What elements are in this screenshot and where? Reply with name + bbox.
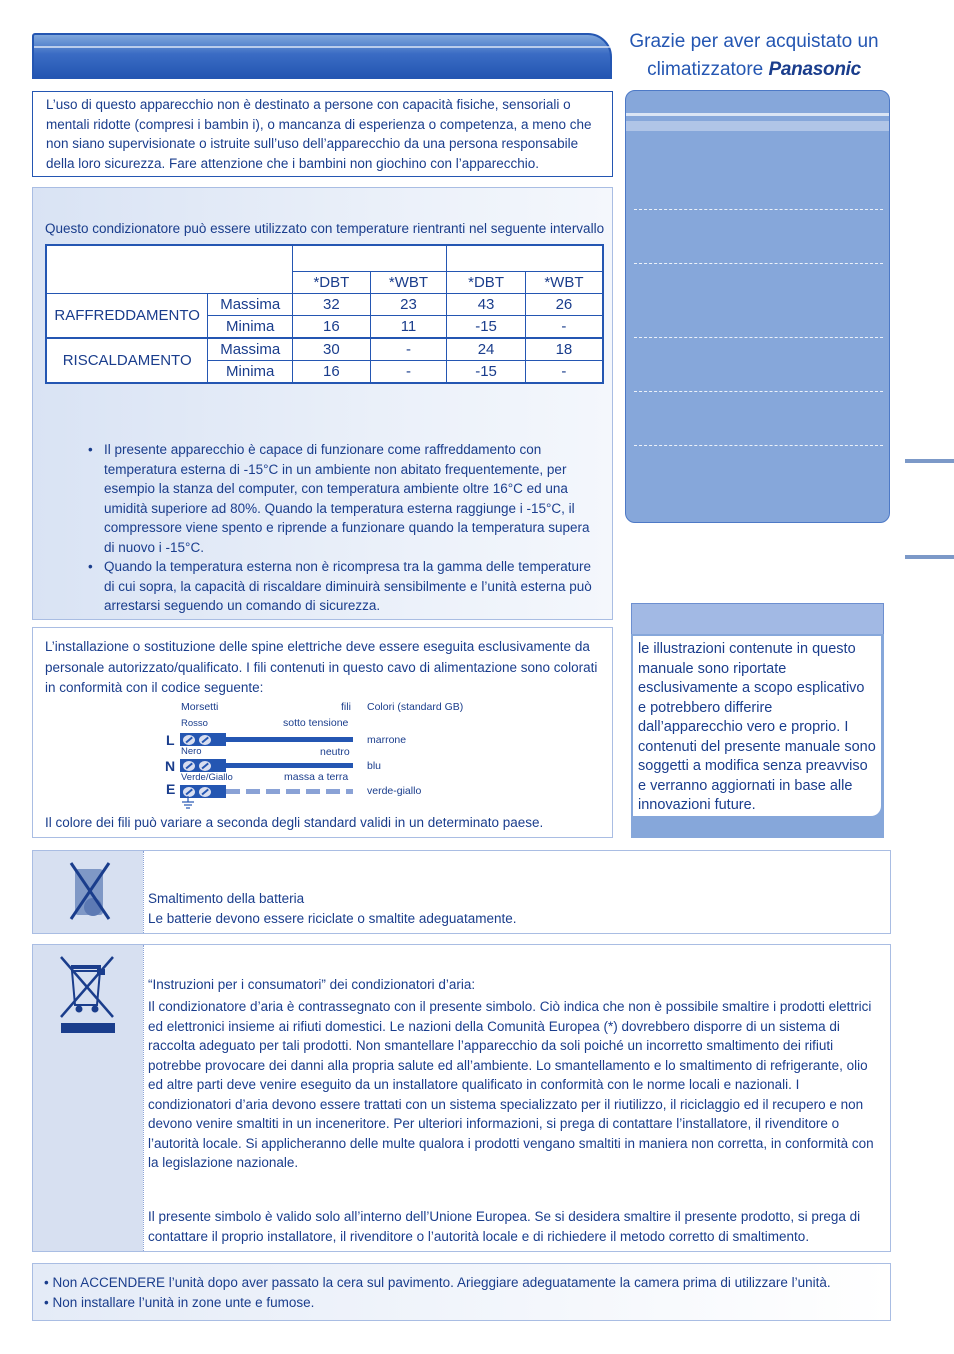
divider [634, 263, 883, 264]
thanks-heading: Grazie per aver acquistato un climatizzatore Panasonic [629, 31, 879, 80]
table-corner-cell [46, 245, 293, 293]
limit-cell: Massima [208, 293, 293, 315]
value-cell: - [525, 360, 603, 383]
floor-warning-box [32, 1263, 891, 1321]
wire-tag: Nero [181, 746, 202, 757]
colors-label: Colori (standard GB) [367, 701, 464, 713]
list-item: • Quando la temperatura esterna non è ricompresa tra la gamma delle temperature di cui sopra, la capacità di riscaldare diminuirà sensibilmente e l’unità esterna può arrestarsi seguendo un comando di sicurezza. [88, 559, 592, 613]
note-heading-bar [631, 603, 884, 635]
divider [143, 851, 144, 933]
value-cell: 11 [370, 315, 447, 338]
value-cell: 32 [293, 293, 371, 315]
wiring-intro: L’installazione o sostituzione delle spine elettriche deve essere eseguita esclusivamente da personale autorizzato/qualificato. I fili contenuti in questo cavo di alimentazione sono colorati in conformità con il codice seguente: [45, 639, 598, 695]
value-cell: 23 [370, 293, 447, 315]
divider [634, 337, 883, 338]
weee-title: “Instruzioni per i consumatori” dei condizionatori d’aria: [148, 977, 476, 992]
value-cell: - [370, 338, 447, 361]
section-header-bar [32, 33, 612, 79]
earth-wire [226, 789, 353, 794]
value-cell: -15 [447, 360, 526, 383]
range-intro: Questo condizionatore può essere utilizzato con temperature rientranti nel seguente intervallo [45, 221, 605, 236]
column-header: *DBT [447, 271, 526, 293]
column-header: *DBT [293, 271, 371, 293]
panel-stripe [626, 113, 889, 116]
terminal-letter-l: L [166, 732, 175, 748]
indoor-header-cell [293, 245, 447, 271]
value-cell: 30 [293, 338, 371, 361]
divider [634, 445, 883, 446]
battery-disposal-box [32, 850, 891, 934]
page-tab-mark [905, 555, 954, 559]
terminal-screw-icon [180, 733, 226, 746]
neutral-wire [226, 763, 353, 768]
note-text: le illustrazioni contenute in questo manuale sono riportate esclusivamente a scopo esplicativo e potrebbero differire dall’apparecchio vero e proprio. I contenuti del presente manuale sono soggetti a modifica senza preavviso e verranno aggiornati in base alle innovazioni future. [638, 641, 876, 813]
terminal-letter-n: N [165, 758, 176, 774]
value-cell: 24 [447, 338, 526, 361]
range-notes [88, 440, 596, 616]
table-row [46, 338, 603, 361]
value-cell: 43 [447, 293, 526, 315]
wire-label: neutro [320, 746, 350, 758]
wire-color: blu [367, 760, 382, 772]
brand-logo: Panasonic [768, 59, 861, 80]
table-row [46, 293, 603, 315]
ground-icon [180, 796, 196, 810]
wire-color: verde-giallo [367, 785, 422, 797]
crossed-wheelie-bin-icon [57, 953, 119, 1035]
weee-eu-note: Il presente simbolo è valido solo all’interno dell’Unione Europea. Se si desidera smaltire il presente prodotto, si prega di contattare il proprio installatore, il rivenditore o l’autorità locale e di richiedere il metodo corretto di smaltimento. [148, 1209, 861, 1244]
temperature-range-table [45, 244, 604, 384]
outdoor-header-cell [447, 245, 603, 271]
mode-cell-heating: RISCALDAMENTO [46, 338, 208, 383]
contents-panel [625, 90, 890, 523]
divider [634, 209, 883, 210]
panel-stripe [626, 121, 889, 131]
list-item: • Non installare l’unità in zone unte e fumose. [44, 1295, 315, 1310]
crossed-battery-bin-icon [69, 859, 111, 923]
value-cell: - [525, 315, 603, 338]
value-cell: -15 [447, 315, 526, 338]
mode-cell-cooling: RAFFREDDAMENTO [46, 293, 208, 338]
wire-label: sotto tensione [283, 717, 349, 729]
weee-body: Il condizionatore d’aria è contrassegnato con il presente simbolo. Ciò indica che non è possibile smaltire i prodotti elettrici ed elettronici insieme ai rifiuti domestici. Le nazioni della Comunità Europea (*) dovrebbero disporre di un sistema di raccolta adeguato per tali prodotti. Non smantellare l’apparecchio da soli poiché un incorretto smaltimento dei rifiuti potrebbe provocare dei danni alla propria salute ed all’ambiente. Lo smantellamento e lo smaltimento di refrigerante, olio ed altre parti deve venire eseguito da un installatore qualificato in conformità con le norme locali e nazionali. I condizionatori d’aria devono essere trattati con un sistema specializzato per il riutilizzo, il riciclaggio ed il recupero e non devono venire smaltiti in un inceneritore. Per ulteriori informazioni, si prega di contattare l’installatore, il rivenditore o l’autorità locale. Si applicheranno delle multe qualora i prodotti vengano smaltiti in maniera non corretta, in conformità con la legislazione nazionale. [148, 999, 874, 1170]
terminal-screw-icon [180, 759, 226, 772]
terminals-label: Morsetti [181, 701, 219, 713]
column-header: *WBT [370, 271, 447, 293]
terminal-letter-e: E [166, 781, 176, 797]
divider [634, 391, 883, 392]
wiring-footer: Il colore dei fili può variare a seconda degli standard validi in un determinato paese. [45, 815, 544, 830]
list-item: • Il presente apparecchio è capace di funzionare come raffreddamento con temperatura esterna di -15°C in un ambiente non abitato frequentemente, per esempio la stanza del computer, con temperatura ambiente oltre 16°C ed una umidità superiore ad 80%. Quando la temperatura esterna raggiunge i -15°C, il compressore viene spento e riprende a funzionare quando la temperatura supera di nuovo i -15°C. [88, 442, 590, 555]
list-item: • Non ACCENDERE l’unità dopo aver passato la cera sul pavimento. Arieggiare adeguatamente la camera prima di utilizzare l’unità. [44, 1275, 831, 1290]
wire-tag: Rosso [181, 718, 208, 729]
page-tab-mark [905, 459, 954, 463]
column-header: *WBT [525, 271, 603, 293]
warning-box [32, 91, 613, 177]
value-cell: - [370, 360, 447, 383]
weee-disposal-box [32, 944, 891, 1252]
wire-color: marrone [367, 734, 407, 746]
value-cell: 16 [293, 360, 371, 383]
wire-label: massa a terra [284, 771, 349, 783]
value-cell: 26 [525, 293, 603, 315]
limit-cell: Minima [208, 315, 293, 338]
warning-text: L’uso di questo apparecchio non è destinato a persone con capacità fisiche, sensoriali o mentali ridotte (compresi i bambin i), o mancanza di esperienza o competenza, a meno che non siano supervisionate o istruite sull’uso dell’apparecchio da una persona responsabile della loro sicurezza. Fare attenzione che i bambini non giochino con l’apparecchio. [46, 97, 592, 171]
limit-cell: Minima [208, 360, 293, 383]
wires-label: fili [341, 701, 351, 713]
live-wire [226, 737, 353, 742]
wire-tag: Verde/Giallo [181, 772, 233, 783]
value-cell: 16 [293, 315, 371, 338]
value-cell: 18 [525, 338, 603, 361]
divider [143, 945, 144, 1251]
limit-cell: Massima [208, 338, 293, 361]
battery-text: Smaltimento della batteria Le batterie devono essere riciclate o smaltite adeguatamente. [148, 891, 517, 926]
